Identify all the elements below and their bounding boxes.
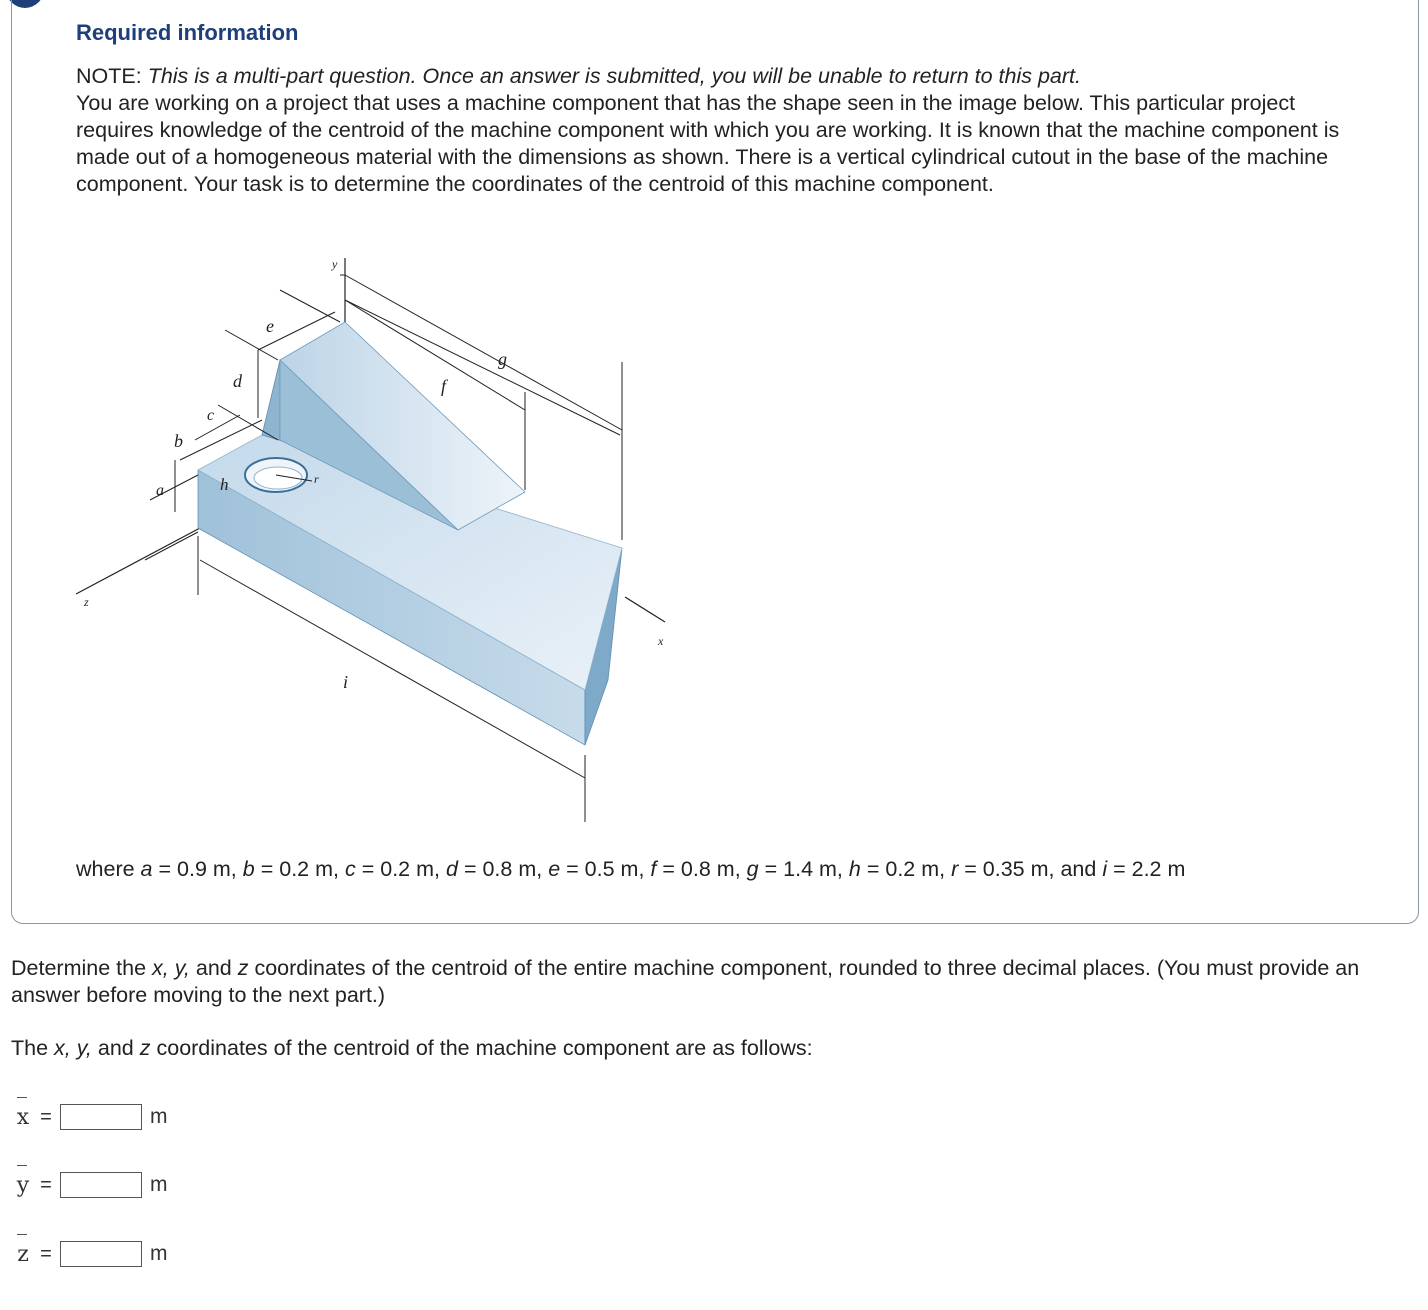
param-value: = 0.2 m, [260,857,339,881]
label-b: b [174,431,183,451]
question-text [11,955,1411,1009]
label-d: d [233,371,242,391]
equals-sign: = [40,1105,52,1128]
param-symbol: b [242,857,255,881]
param-symbol: r [951,857,959,881]
label-z: z [84,595,89,609]
prompt-part: coordinates of the centroid of the machine component are as follows: [156,1036,813,1060]
param-symbol: e [548,857,561,881]
prompt-var-z: z [139,1036,151,1060]
label-c: c [207,407,215,424]
param-value: = 0.35 m, and [964,857,1097,881]
param-value: = 2.2 m [1113,857,1186,881]
x-axis [625,597,665,622]
problem-description: You are working on a project that uses a machine component that has the shape seen in the image below. This particular project requires knowledge of the centroid of the machine component with which you are working. It is known that the machine component is made out of a homogeneous material with the dimensions as shown. There is a vertical cylindrical cutout in the base of the machine component. Your task is to determine the coordinates of the centroid of this machine component. [76,91,1340,196]
label-f: f [441,376,447,396]
param-value: = 0.8 m, [662,857,741,881]
answer-prompt [11,1036,813,1061]
param-symbol: g [746,857,759,881]
question-part: Determine the [11,956,147,980]
answer-row-y [11,1170,168,1200]
param-symbol: f [650,857,657,881]
note-label: NOTE: [76,64,142,88]
question-var-y: y, [174,956,190,980]
label-r: r [314,472,319,486]
equals-sign: = [40,1173,52,1196]
x-bar-input[interactable] [60,1104,142,1130]
unit-label: m [150,1173,168,1196]
required-info-text [76,63,1366,198]
note-text: This is a multi-part question. Once an answer is submitted, you will be unable to return to this part. [147,64,1081,88]
var-symbol: x [16,1104,30,1130]
question-part: coordinates of the centroid of the entire machine component, rounded to three decimal places. (You must provide an answer before moving to the next part.) [11,956,1360,1007]
x-bar-label [11,1105,35,1130]
param-value: = 0.8 m, [463,857,543,881]
param-value: = 0.5 m, [566,857,645,881]
param-symbol: h [848,857,861,881]
var-symbol: z [17,1241,29,1267]
param-symbol: i [1102,857,1108,881]
label-i: i [343,672,349,692]
question-var-z: z [237,956,249,980]
answer-row-z [11,1239,168,1269]
question-and: and [195,956,232,980]
param-value: = 0.2 m, [361,857,440,881]
label-h: h [220,475,229,494]
label-a: a [156,482,164,499]
where-prefix: where [76,857,135,881]
label-y: y [332,257,338,271]
prompt-part: The [11,1036,49,1060]
prompt-var-y: y, [76,1036,92,1060]
z-axis [76,528,200,594]
required-info-title: Required information [76,20,299,45]
prompt-var-x: x, [54,1036,71,1060]
label-g: g [498,349,507,369]
param-value: = 0.9 m, [158,857,237,881]
var-symbol: y [16,1172,30,1198]
answer-row-x [11,1102,168,1132]
note-line [76,63,1366,90]
machine-component-figure [60,240,700,840]
equals-sign: = [40,1242,52,1265]
param-symbol: d [445,857,458,881]
parameter-values [76,857,1185,882]
param-symbol: a [140,857,153,881]
unit-label: m [150,1242,168,1265]
upright-left-face [262,360,280,440]
z-bar-input[interactable] [60,1241,142,1267]
z-bar-label [11,1242,35,1267]
y-bar-input[interactable] [60,1172,142,1198]
label-e: e [266,316,274,336]
param-value: = 0.2 m, [866,857,946,881]
question-var-x: x, [152,956,169,980]
param-value: = 1.4 m, [764,857,843,881]
prompt-and: and [97,1036,134,1060]
label-x: x [658,634,664,648]
param-symbol: c [344,857,356,881]
y-bar-label [11,1173,35,1198]
unit-label: m [150,1105,168,1128]
